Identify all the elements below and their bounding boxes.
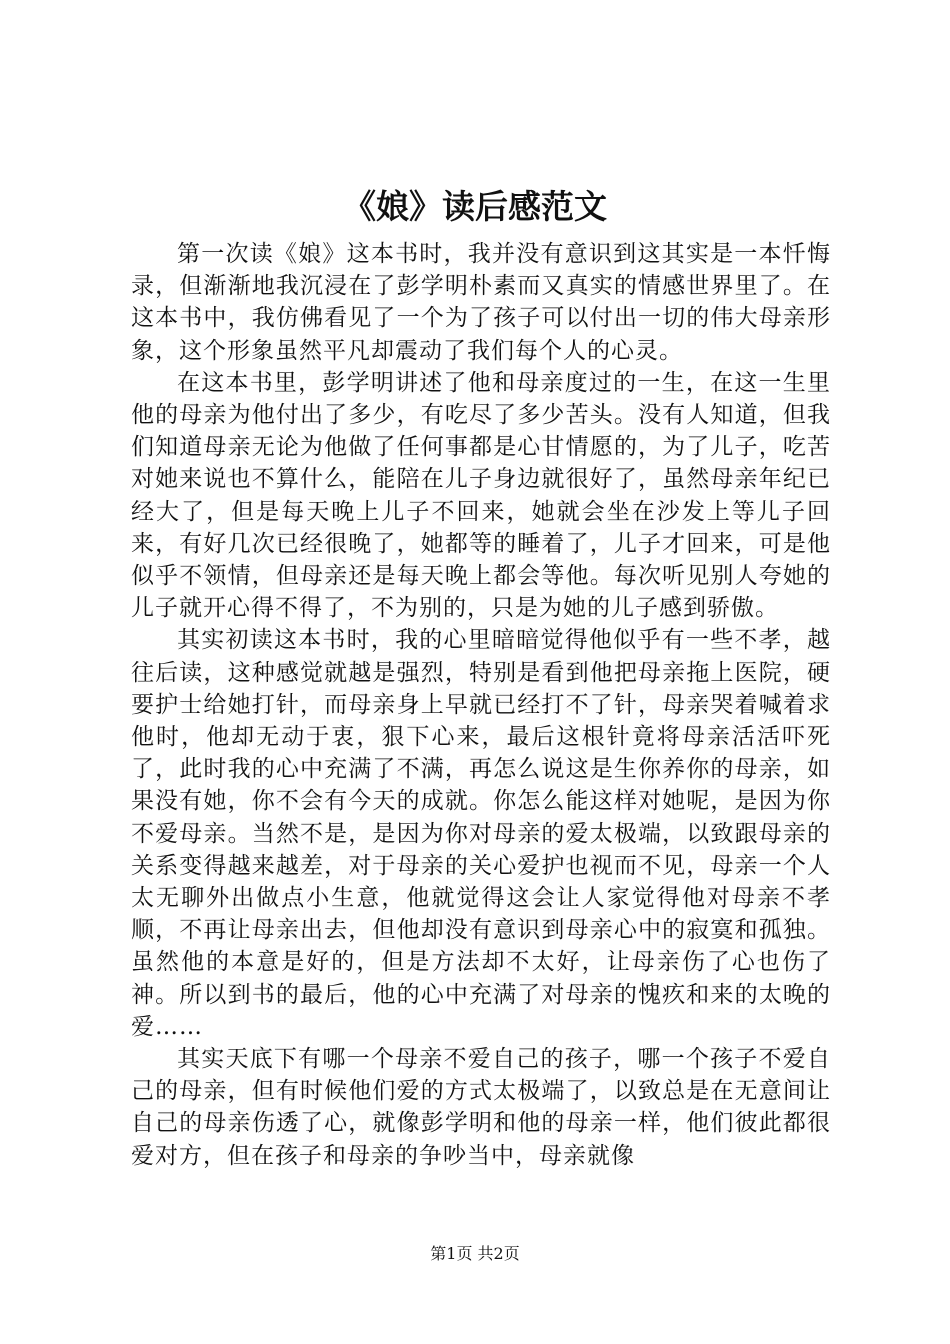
paragraph: 其实初读这本书时，我的心里暗暗觉得他似乎有一些不孝，越往后读，这种感觉就越是强烈，特别是看到他把母亲拖上医院，硬要护士给她打针，而母亲身上早就已经打不了针，母亲哭着喊着求他时，他却无动于衷，狠下心来，最后这根针竟将母亲活活吓死了，此时我的心中充满了不满，再怎么说这是生你养你的母亲，如果没有她，你不会有今天的成就。你怎么能这样对她呢，是因为你不爱母亲。当然不是，是因为你对母亲的爱太极端，以致跟母亲的关系变得越来越差，对于母亲的关心爱护也视而不见，母亲一个人太无聊外出做点小生意，他就觉得这会让人家觉得他对母亲不孝顺，不再让母亲出去，但他却没有意识到母亲心中的寂寞和孤独。虽然他的本意是好的，但是方法却不太好，让母亲伤了心也伤了神。所以到书的最后，他的心中充满了对母亲的愧疚和来的太晚的爱…… bbox=[131, 627, 831, 1040]
paragraph: 第一次读《娘》这本书时，我并没有意识到这其实是一本忏悔录，但渐渐地我沉浸在了彭学明朴素而又真实的情感世界里了。在这本书中，我仿佛看见了一个为了孩子可以付出一切的伟大母亲形象，这个形象虽然平凡却震动了我们每个人的心灵。 bbox=[131, 241, 831, 364]
paragraph: 其实天底下有哪一个母亲不爱自己的孩子，哪一个孩子不爱自己的母亲，但有时候他们爱的方式太极端了，以致总是在无意间让自己的母亲伤透了心，就像彭学明和他的母亲一样，他们彼此都很爱对方，但在孩子和母亲的争吵当中，母亲就像 bbox=[131, 1046, 831, 1169]
paragraph: 在这本书里，彭学明讲述了他和母亲度过的一生，在这一生里他的母亲为他付出了多少，有吃尽了多少苦头。没有人知道，但我们知道母亲无论为他做了任何事都是心甘情愿的，为了儿子，吃苦对她来说也不算什么，能陪在儿子身边就很好了，虽然母亲年纪已经大了，但是每天晚上儿子不回来，她就会坐在沙发上等儿子回来，有好几次已经很晚了，她都等的睡着了，儿子才回来，可是他似乎不领情，但母亲还是每天晚上都会等他。每次听见别人夸她的儿子就开心得不得了，不为别的，只是为她的儿子感到骄傲。 bbox=[131, 369, 831, 622]
document-body bbox=[131, 238, 831, 1172]
page-footer: 第1页 共2页 bbox=[430, 1244, 520, 1263]
document-title: 《娘》读后感范文 bbox=[343, 187, 607, 226]
